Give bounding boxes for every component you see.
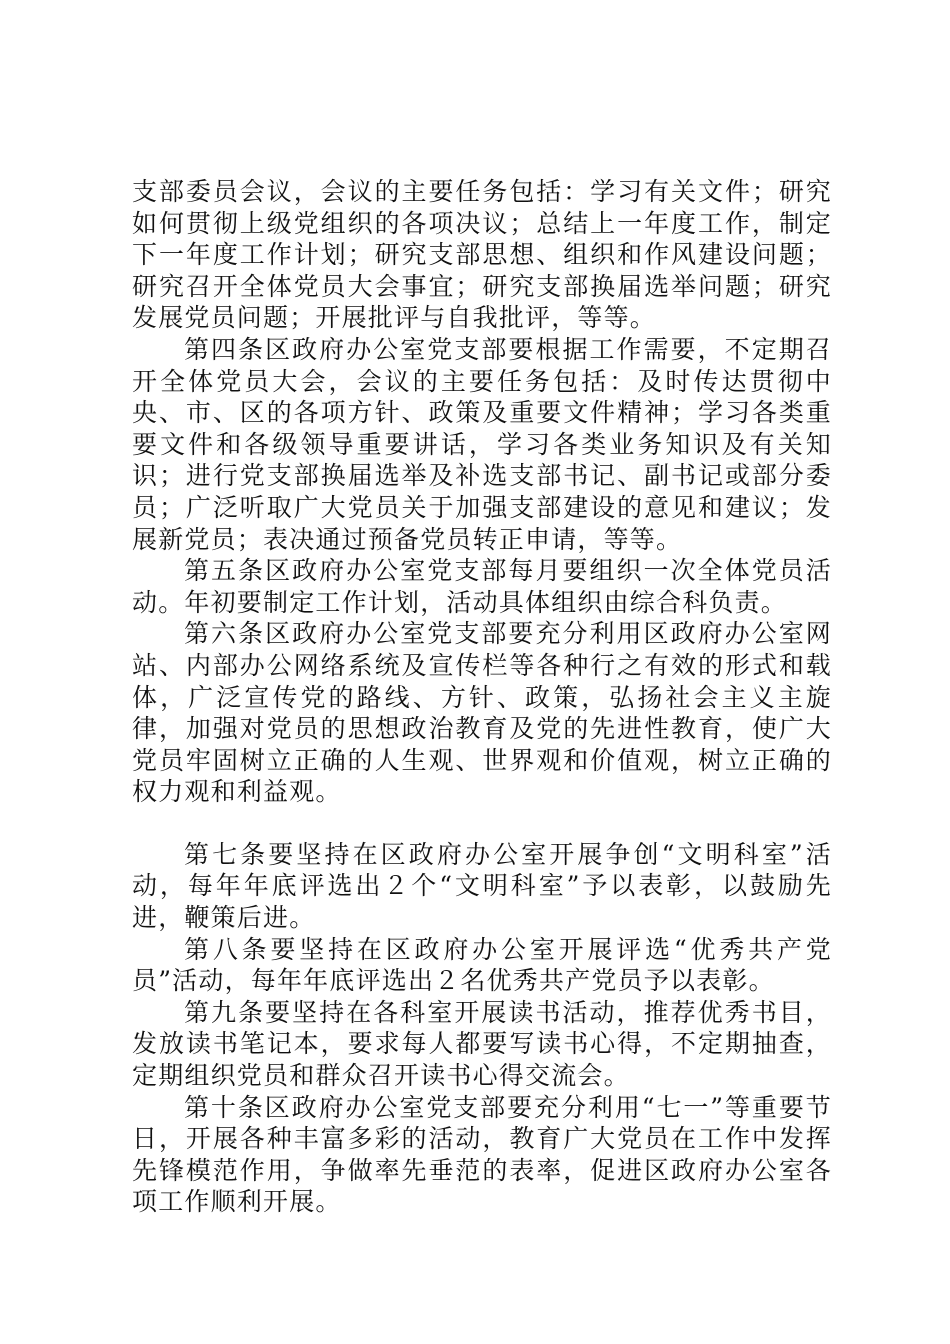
paragraph-article-5: 第五条区政府办公室党支部每月要组织一次全体党员活动。年初要制定工作计划，活动具体组织由综合科负责。 xyxy=(132,556,832,617)
paragraph-article-6: 第六条区政府办公室党支部要充分利用区政府办公室网站、内部办公网络系统及宣传栏等各种行之有效的形式和载体，广泛宣传党的路线、方针、政策，弘扬社会主义主旋律，加强对党员的思想政治教育及党的先进性教育，使广大党员牢固树立正确的人生观、世界观和价值观，树立正确的权力观和利益观。 xyxy=(132,619,832,807)
paragraph-continuation: 支部委员会议，会议的主要任务包括：学习有关文件；研究如何贯彻上级党组织的各项决议；总结上一年度工作，制定下一年度工作计划；研究支部思想、组织和作风建设问题；研究召开全体党员大会事宜；研究支部换届选举问题；研究发展党员问题；开展批评与自我批评，等等。 xyxy=(132,177,832,333)
paragraph-article-7: 第七条要坚持在区政府办公室开展争创“文明科室”活动，每年年底评选出２个“文明科室”予以表彰，以鼓励先进，鞭策后进。 xyxy=(132,839,832,933)
paragraph-article-10: 第十条区政府办公室党支部要充分利用“七一”等重要节日，开展各种丰富多彩的活动，教育广大党员在工作中发挥先锋模范作用，争做率先垂范的表率，促进区政府办公室各项工作顺利开展。 xyxy=(132,1092,832,1217)
paragraph-article-9: 第九条要坚持在各科室开展读书活动，推荐优秀书目，发放读书笔记本，要求每人都要写读书心得，不定期抽查，定期组织党员和群众召开读书心得交流会。 xyxy=(132,997,832,1091)
document-body xyxy=(132,176,832,1218)
paragraph-article-4: 第四条区政府办公室党支部要根据工作需要，不定期召开全体党员大会，会议的主要任务包括：及时传达贯彻中央、市、区的各项方针、政策及重要文件精神；学习各类重要文件和各级领导重要讲话，学习各类业务知识及有关知识；进行党支部换届选举及补选支部书记、副书记或部分委员；广泛听取广大党员关于加强支部建设的意见和建议；发展新党员；表决通过预备党员转正申请，等等。 xyxy=(132,334,832,554)
paragraph-article-8: 第八条要坚持在区政府办公室开展评选“优秀共产党员”活动，每年年底评选出２名优秀共产党员予以表彰。 xyxy=(132,934,832,996)
